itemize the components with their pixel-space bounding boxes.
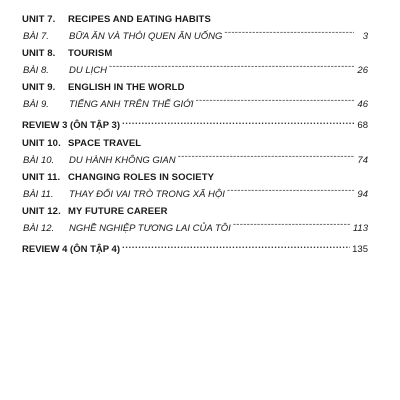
- dash-leader: [109, 60, 354, 73]
- lesson-entry[interactable]: [22, 218, 368, 234]
- page-number: 46: [357, 99, 368, 110]
- lesson-entry[interactable]: [22, 94, 368, 110]
- unit-title: TOURISM: [68, 48, 113, 59]
- unit-title: CHANGING ROLES IN SOCIETY: [68, 172, 215, 183]
- lesson-entry[interactable]: [22, 150, 368, 166]
- unit-title: RECIPES AND EATING HABITS: [68, 14, 211, 25]
- page-number: 26: [357, 65, 368, 76]
- unit-heading: [22, 171, 368, 184]
- unit-number: UNIT 8.: [22, 48, 56, 59]
- review-title: REVIEW 3 (ÔN TẬP 3): [22, 120, 121, 131]
- unit-number: UNIT 9.: [22, 82, 56, 93]
- unit-heading: [22, 81, 368, 94]
- unit-title: SPACE TRAVEL: [68, 138, 142, 149]
- lesson-entry[interactable]: [22, 26, 368, 42]
- lesson-title: NGHỀ NGHIỆP TƯƠNG LAI CỦA TÔI: [69, 223, 231, 234]
- toc-unit-8: [22, 47, 368, 76]
- toc-unit-7: [22, 13, 368, 42]
- lesson-number: BÀI 10.: [23, 155, 55, 166]
- unit-heading: [22, 205, 368, 218]
- page-number: 3: [362, 31, 368, 42]
- toc-unit-10: [22, 137, 368, 166]
- lesson-number: BÀI 8.: [23, 65, 49, 76]
- dot-leader: [122, 239, 350, 252]
- lesson-entry[interactable]: [22, 60, 368, 76]
- page-number: 68: [357, 120, 368, 131]
- unit-title: ENGLISH IN THE WORLD: [68, 82, 185, 93]
- unit-heading: [22, 47, 368, 60]
- lesson-number: BÀI 11.: [23, 189, 54, 200]
- lesson-title: TIẾNG ANH TRÊN THẾ GIỚI: [69, 99, 194, 110]
- lesson-number: BÀI 12.: [23, 223, 55, 234]
- page-number: 94: [357, 189, 368, 200]
- review-title: REVIEW 4 (ÔN TẬP 4): [22, 244, 121, 255]
- toc-unit-9: [22, 81, 368, 110]
- lesson-title: DU LỊCH: [69, 65, 108, 76]
- unit-heading: [22, 137, 368, 150]
- dash-leader: [227, 184, 354, 197]
- unit-heading: [22, 13, 368, 26]
- table-of-contents: [22, 13, 368, 261]
- unit-number: UNIT 11.: [22, 172, 61, 183]
- unit-number: UNIT 12.: [22, 206, 61, 217]
- page-number: 135: [352, 244, 368, 255]
- dash-leader: [224, 26, 354, 39]
- lesson-number: BÀI 9.: [23, 99, 49, 110]
- page-number: 113: [352, 223, 368, 234]
- unit-title: MY FUTURE CAREER: [68, 206, 168, 217]
- lesson-entry[interactable]: [22, 184, 368, 200]
- review-3-entry[interactable]: [22, 115, 368, 131]
- dash-leader: [233, 218, 351, 231]
- review-4-entry[interactable]: [22, 239, 368, 255]
- page-number: 74: [357, 155, 368, 166]
- dot-leader: [122, 115, 354, 128]
- unit-number: UNIT 10.: [22, 138, 61, 149]
- lesson-title: THAY ĐỔI VAI TRÒ TRONG XÃ HỘI: [69, 189, 225, 200]
- dash-leader: [178, 150, 354, 163]
- dash-leader: [196, 94, 354, 107]
- lesson-title: DU HÀNH KHÔNG GIAN: [69, 155, 176, 166]
- lesson-number: BÀI 7.: [23, 31, 49, 42]
- toc-unit-11: [22, 171, 368, 200]
- unit-number: UNIT 7.: [22, 14, 56, 25]
- lesson-title: BỮA ĂN VÀ THÓI QUEN ĂN UỐNG: [69, 31, 223, 42]
- toc-unit-12: [22, 205, 368, 234]
